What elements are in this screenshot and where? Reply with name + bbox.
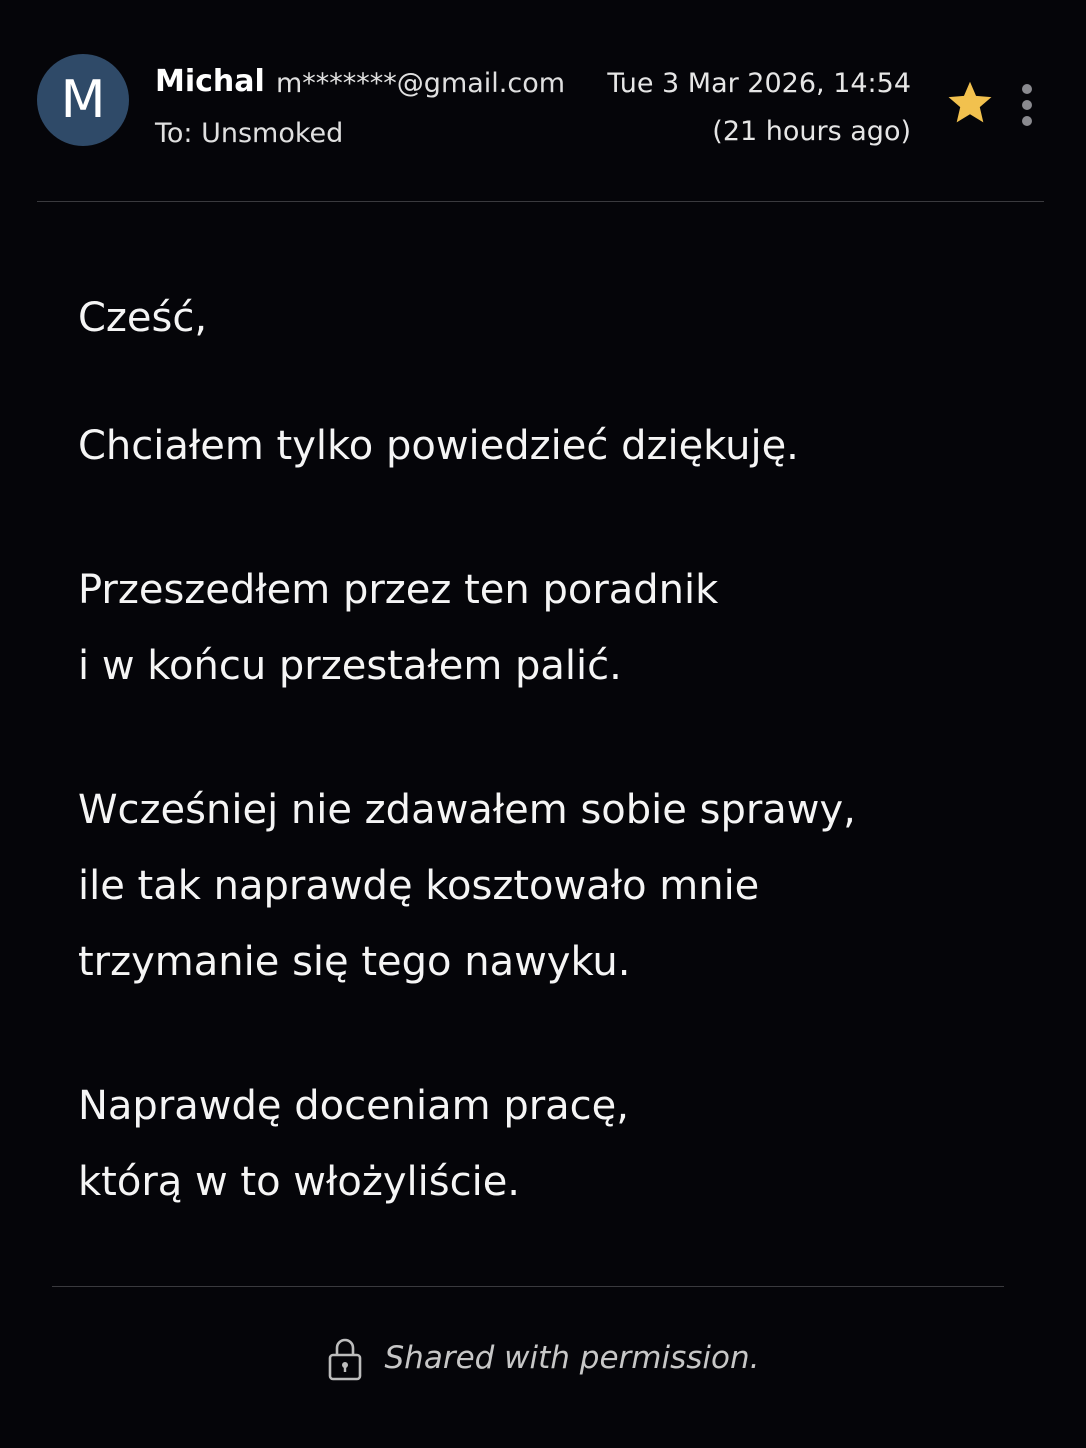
- body-paragraph-3-line-3: trzymanie się tego nawyku.: [78, 939, 631, 985]
- share-notice-text: Shared with permission.: [384, 1340, 760, 1376]
- star-icon[interactable]: [945, 78, 995, 128]
- body-paragraph-1: Chciałem tylko powiedzieć dziękuję.: [78, 423, 799, 469]
- body-paragraph-3-line-1: Wcześniej nie zdawałem sobie sprawy,: [78, 787, 856, 833]
- avatar[interactable]: M: [37, 54, 129, 146]
- message-body: [78, 280, 1038, 1220]
- sender-email[interactable]: m*******@gmail.com: [276, 68, 566, 99]
- footer-divider: [52, 1286, 1004, 1287]
- body-paragraph-4-line-2: którą w to włożyliście.: [78, 1159, 521, 1205]
- message-relative-time: (21 hours ago): [712, 116, 911, 147]
- more-options-icon[interactable]: [1011, 80, 1043, 130]
- sender-name[interactable]: Michal: [155, 64, 265, 99]
- share-notice: [0, 1330, 1086, 1386]
- lock-icon: [327, 1335, 363, 1381]
- message-header: [0, 0, 1086, 202]
- message-date: Tue 3 Mar 2026, 14:54: [607, 68, 911, 99]
- body-paragraph-2-line-1: Przeszedłem przez ten poradnik: [78, 567, 719, 613]
- body-paragraph-4-line-1: Naprawdę doceniam pracę,: [78, 1083, 629, 1129]
- greeting: Cześć,: [78, 295, 208, 341]
- body-paragraph-3-line-2: ile tak naprawdę kosztowało mnie: [78, 863, 760, 909]
- body-paragraph-2-line-2: i w końcu przestałem palić.: [78, 643, 622, 689]
- header-divider: [37, 201, 1044, 202]
- recipient-line[interactable]: To: Unsmoked: [155, 118, 344, 149]
